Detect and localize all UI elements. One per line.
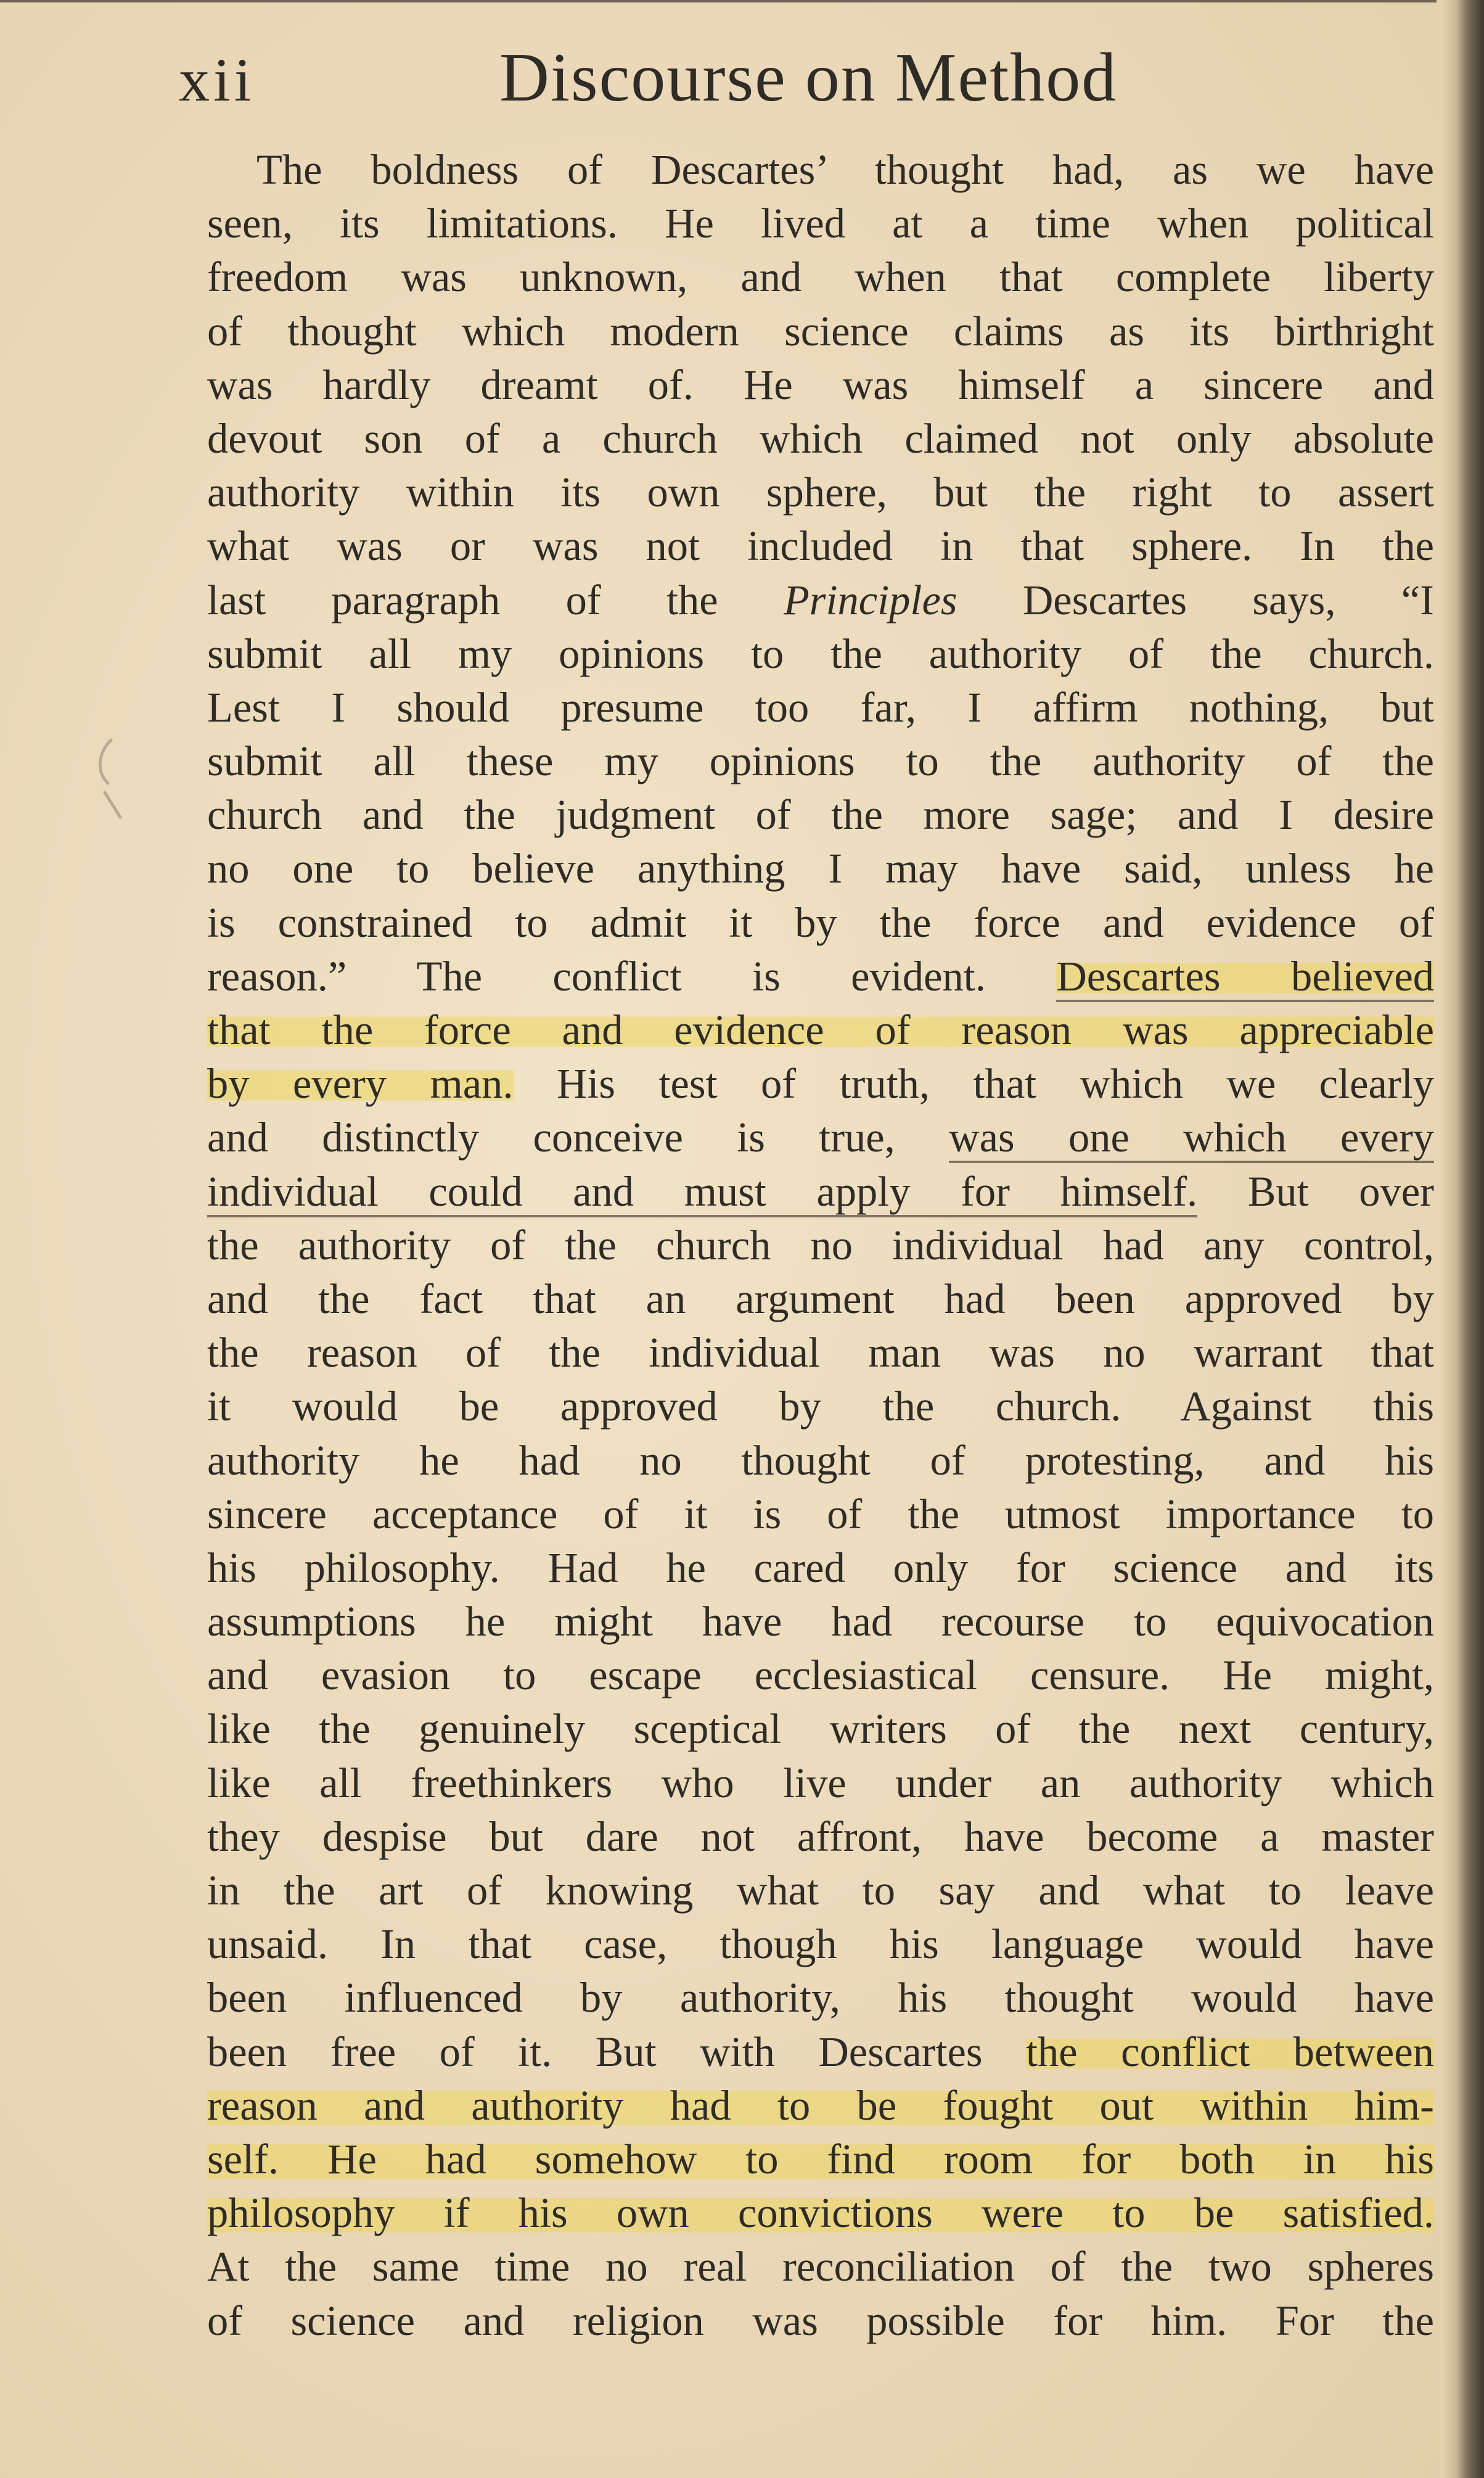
text-line: it would be approved by the church. Against this xyxy=(207,1383,1434,1430)
text-line: submit all these my opinions to the authority of the xyxy=(207,738,1434,785)
text-line: and the fact that an argument had been approved by xyxy=(207,1275,1434,1322)
text-line: The boldness of Descartes’ thought had, as we have xyxy=(256,146,1434,193)
text-line: the authority of the church no individual had any control, xyxy=(207,1221,1434,1269)
page-binding-edge xyxy=(1441,0,1484,2478)
pencil-margin-mark xyxy=(86,734,123,820)
text-line: is constrained to admit it by the force and evidence of xyxy=(207,899,1434,946)
text-line: of thought which modern science claims as its birthright xyxy=(207,307,1434,355)
text-line xyxy=(207,1003,1434,1057)
text-line: been free of it. But with Descartes the conflict between xyxy=(207,2028,1434,2075)
text-line: unsaid. In that case, though his language would have xyxy=(207,1920,1434,1968)
highlighted-line: reason and authority had to be fought out within him- xyxy=(207,2079,1434,2133)
text-line: like all freethinkers who live under an authority which xyxy=(207,1759,1434,1806)
text-line: and evasion to escape ecclesiastical censure. He might, xyxy=(207,1652,1434,1699)
text-line: by every man. His test of truth, that which we clearly xyxy=(207,1060,1434,1108)
highlighted-text: by every man. xyxy=(207,1060,514,1108)
page-number: xii xyxy=(179,46,255,114)
text-line: authority he had no thought of protesting, and his xyxy=(207,1436,1434,1484)
highlighted-line: self. He had somehow to find room for both in his xyxy=(207,2133,1434,2186)
text-line: of science and religion was possible for him. For the xyxy=(207,2297,1434,2344)
page-header xyxy=(0,37,1484,123)
text-line: submit all my opinions to the authority of the church. xyxy=(207,630,1434,677)
text-line: like the genuinely sceptical writers of the next century, xyxy=(207,1705,1434,1753)
text-line: was hardly dreamt of. He was himself a sincere and xyxy=(207,361,1434,408)
highlighted-text: Descartes believed xyxy=(1056,953,1434,1002)
text-line: seen, its limitations. He lived at a time when political xyxy=(207,200,1434,247)
underlined-text: was one which every xyxy=(949,1114,1434,1163)
text-line: his philosophy. Had he cared only for science and its xyxy=(207,1544,1434,1591)
text-line: no one to believe anything I may have said, unless he xyxy=(207,845,1434,892)
top-edge-rule xyxy=(0,0,1437,2)
text-line: devout son of a church which claimed not only absolute xyxy=(207,414,1434,462)
underlined-text: individual could and must apply for himself. xyxy=(207,1168,1197,1217)
highlighted-text: the conflict between xyxy=(1026,2028,1434,2075)
text-line: in the art of knowing what to say and what to leave xyxy=(207,1867,1434,1914)
highlighted-line: philosophy if his own convictions were to be satisfied. xyxy=(207,2186,1434,2240)
text-line: they despise but dare not affront, have become a master xyxy=(207,1813,1434,1860)
text-line: the reason of the individual man was no warrant that xyxy=(207,1329,1434,1377)
text-line: individual could and must apply for himself. But over xyxy=(207,1165,1434,1219)
book-title-italic: Principles xyxy=(783,576,957,624)
text-line: sincere acceptance of it is of the utmost importance to xyxy=(207,1490,1434,1537)
body-text xyxy=(207,143,1434,2348)
running-title: Discourse on Method xyxy=(499,39,1118,116)
text-line: been influenced by authority, his thought would have xyxy=(207,1974,1434,2022)
text-line: and distinctly conceive is true, was one which every xyxy=(207,1111,1434,1164)
text-line: church and the judgment of the more sage; and I desire xyxy=(207,791,1434,839)
text-line: At the same time no real reconciliation of the two spheres xyxy=(207,2243,1434,2291)
text-line: assumptions he might have had recourse to equivocation xyxy=(207,1598,1434,1645)
highlighted-text: that the force and evidence of reason was appreciable xyxy=(207,1006,1434,1053)
text-line: freedom was unknown, and when that complete liberty xyxy=(207,253,1434,301)
text-line: Lest I should presume too far, I affirm nothing, but xyxy=(207,683,1434,731)
text-line: reason.” The conflict is evident. Descartes believed xyxy=(207,950,1434,1003)
text-line: what was or was not included in that sphere. In the xyxy=(207,522,1434,570)
text-line: last paragraph of the Principles Descartes says, “I xyxy=(207,576,1434,624)
text-line: authority within its own sphere, but the right to assert xyxy=(207,469,1434,516)
